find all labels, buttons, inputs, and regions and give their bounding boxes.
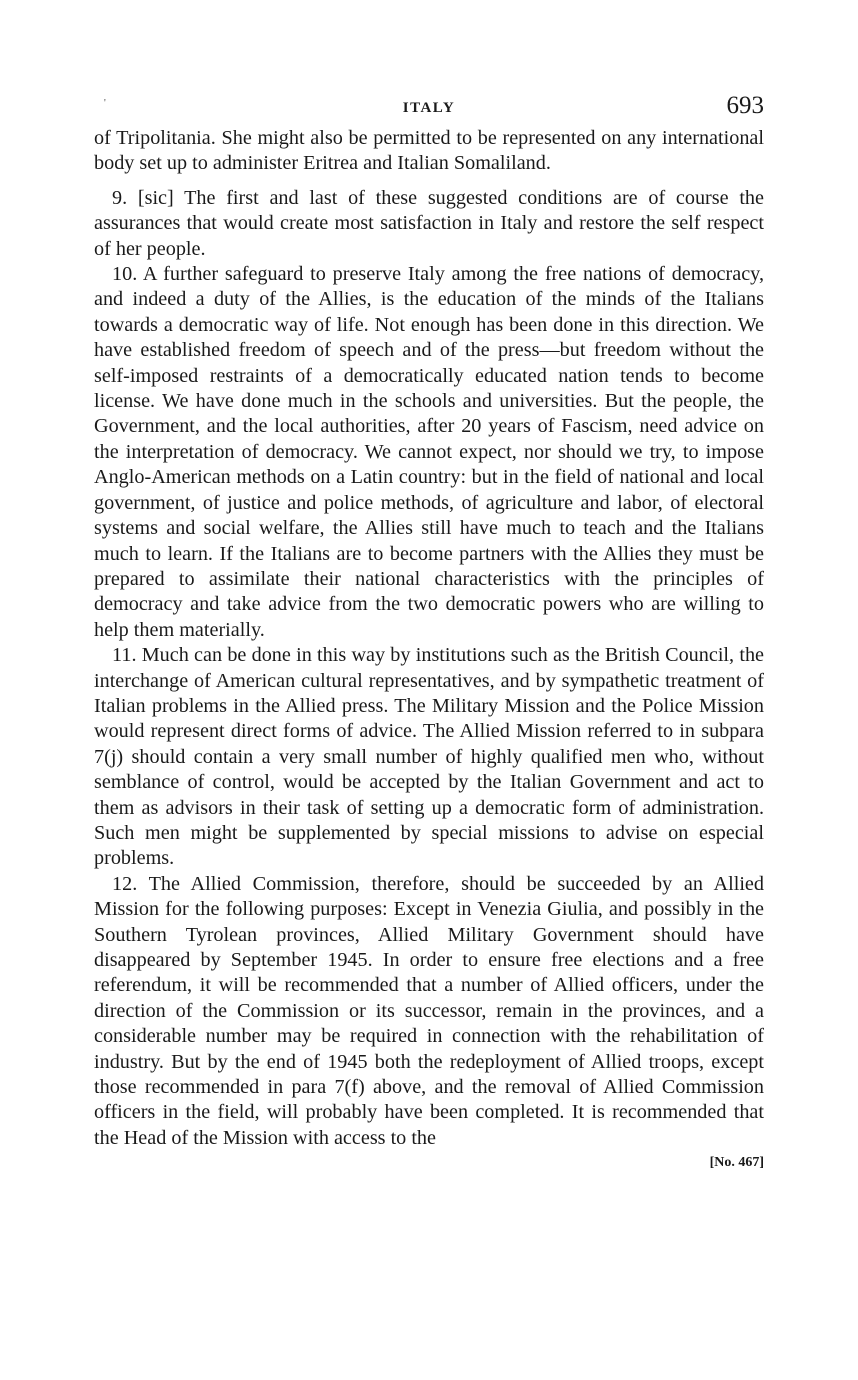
paragraph-12: 12. The Allied Commission, therefore, should be succeeded by an Allied Mission for the following purposes: Except in Venezia Giulia, and possibly in the Southern Tyrolean provinces, Allied Military Government should have disappeared by September 1945. In order to ensure free elections and a free referendum, it will be recommended that a number of Allied officers, under the direction of the Commission or its successor, remain in the provinces, and a considerable number may be required in connection with the rehabilitation of industry. But by the end of 1945 both the redeployment of Allied troops, except those recommended in para 7(f) above, and the removal of Allied Commission officers in the field, will probably have been completed. It is recommended that the Head of the Mission with access to the — [94, 872, 764, 1149]
body-text — [94, 126, 764, 1151]
page-number: 693 — [726, 92, 764, 119]
paragraph-10: 10. A further safeguard to preserve Italy among the free nations of democracy, and indeed a duty of the Allies, is the education of the minds of the Italians towards a democratic way of life. Not enough has been done in this direction. We have established freedom of speech and of the press—but freedom without the self-imposed restraints of a democratically educated nation tends to become license. We have done much in the schools and universities. But the people, the Government, and the local authorities, after 20 years of Fascism, need advice on the interpretation of democracy. We cannot expect, nor should we try, to impose Anglo-American methods on a Latin country: but in the field of national and local government, of justice and police methods, of agriculture and labor, of electoral systems and social welfare, the Allies still have much to teach and the Italians much to learn. If the Italians are to become partners with the Allies they must be prepared to assimilate their national characteristics with the principles of democracy and take advice from the two democratic powers who are willing to help them materially. — [94, 263, 764, 641]
margin-mark: ' — [104, 98, 106, 109]
paragraph-9: 9. [sic] The first and last of these suggested conditions are of course the assurances that would create most satisfaction in Italy and restore the self respect of her people. — [94, 186, 764, 260]
paragraph-continuation: of Tripolitania. She might also be permitted to be represented on any international body set up to administer Eritrea and Italian Somaliland. — [94, 127, 764, 175]
running-header — [94, 92, 764, 126]
paragraph-11: 11. Much can be done in this way by institutions such as the British Council, the interchange of American cultural representatives, and by sympathetic treatment of Italian problems in the Allied press. The Military Mission and the Police Mission would represent direct forms of advice. The Allied Mission referred to in subpara 7(j) should contain a very small number of highly qualified men who, without semblance of control, would be accepted by the Italian Government and act to them as advisors in their task of setting up a democratic form of administration. Such men might be supplemented by special missions to advise on especial problems. — [94, 644, 764, 870]
document-page — [94, 92, 764, 1171]
document-reference: [No. 467] — [709, 1155, 764, 1171]
running-title: ITALY — [402, 100, 456, 116]
